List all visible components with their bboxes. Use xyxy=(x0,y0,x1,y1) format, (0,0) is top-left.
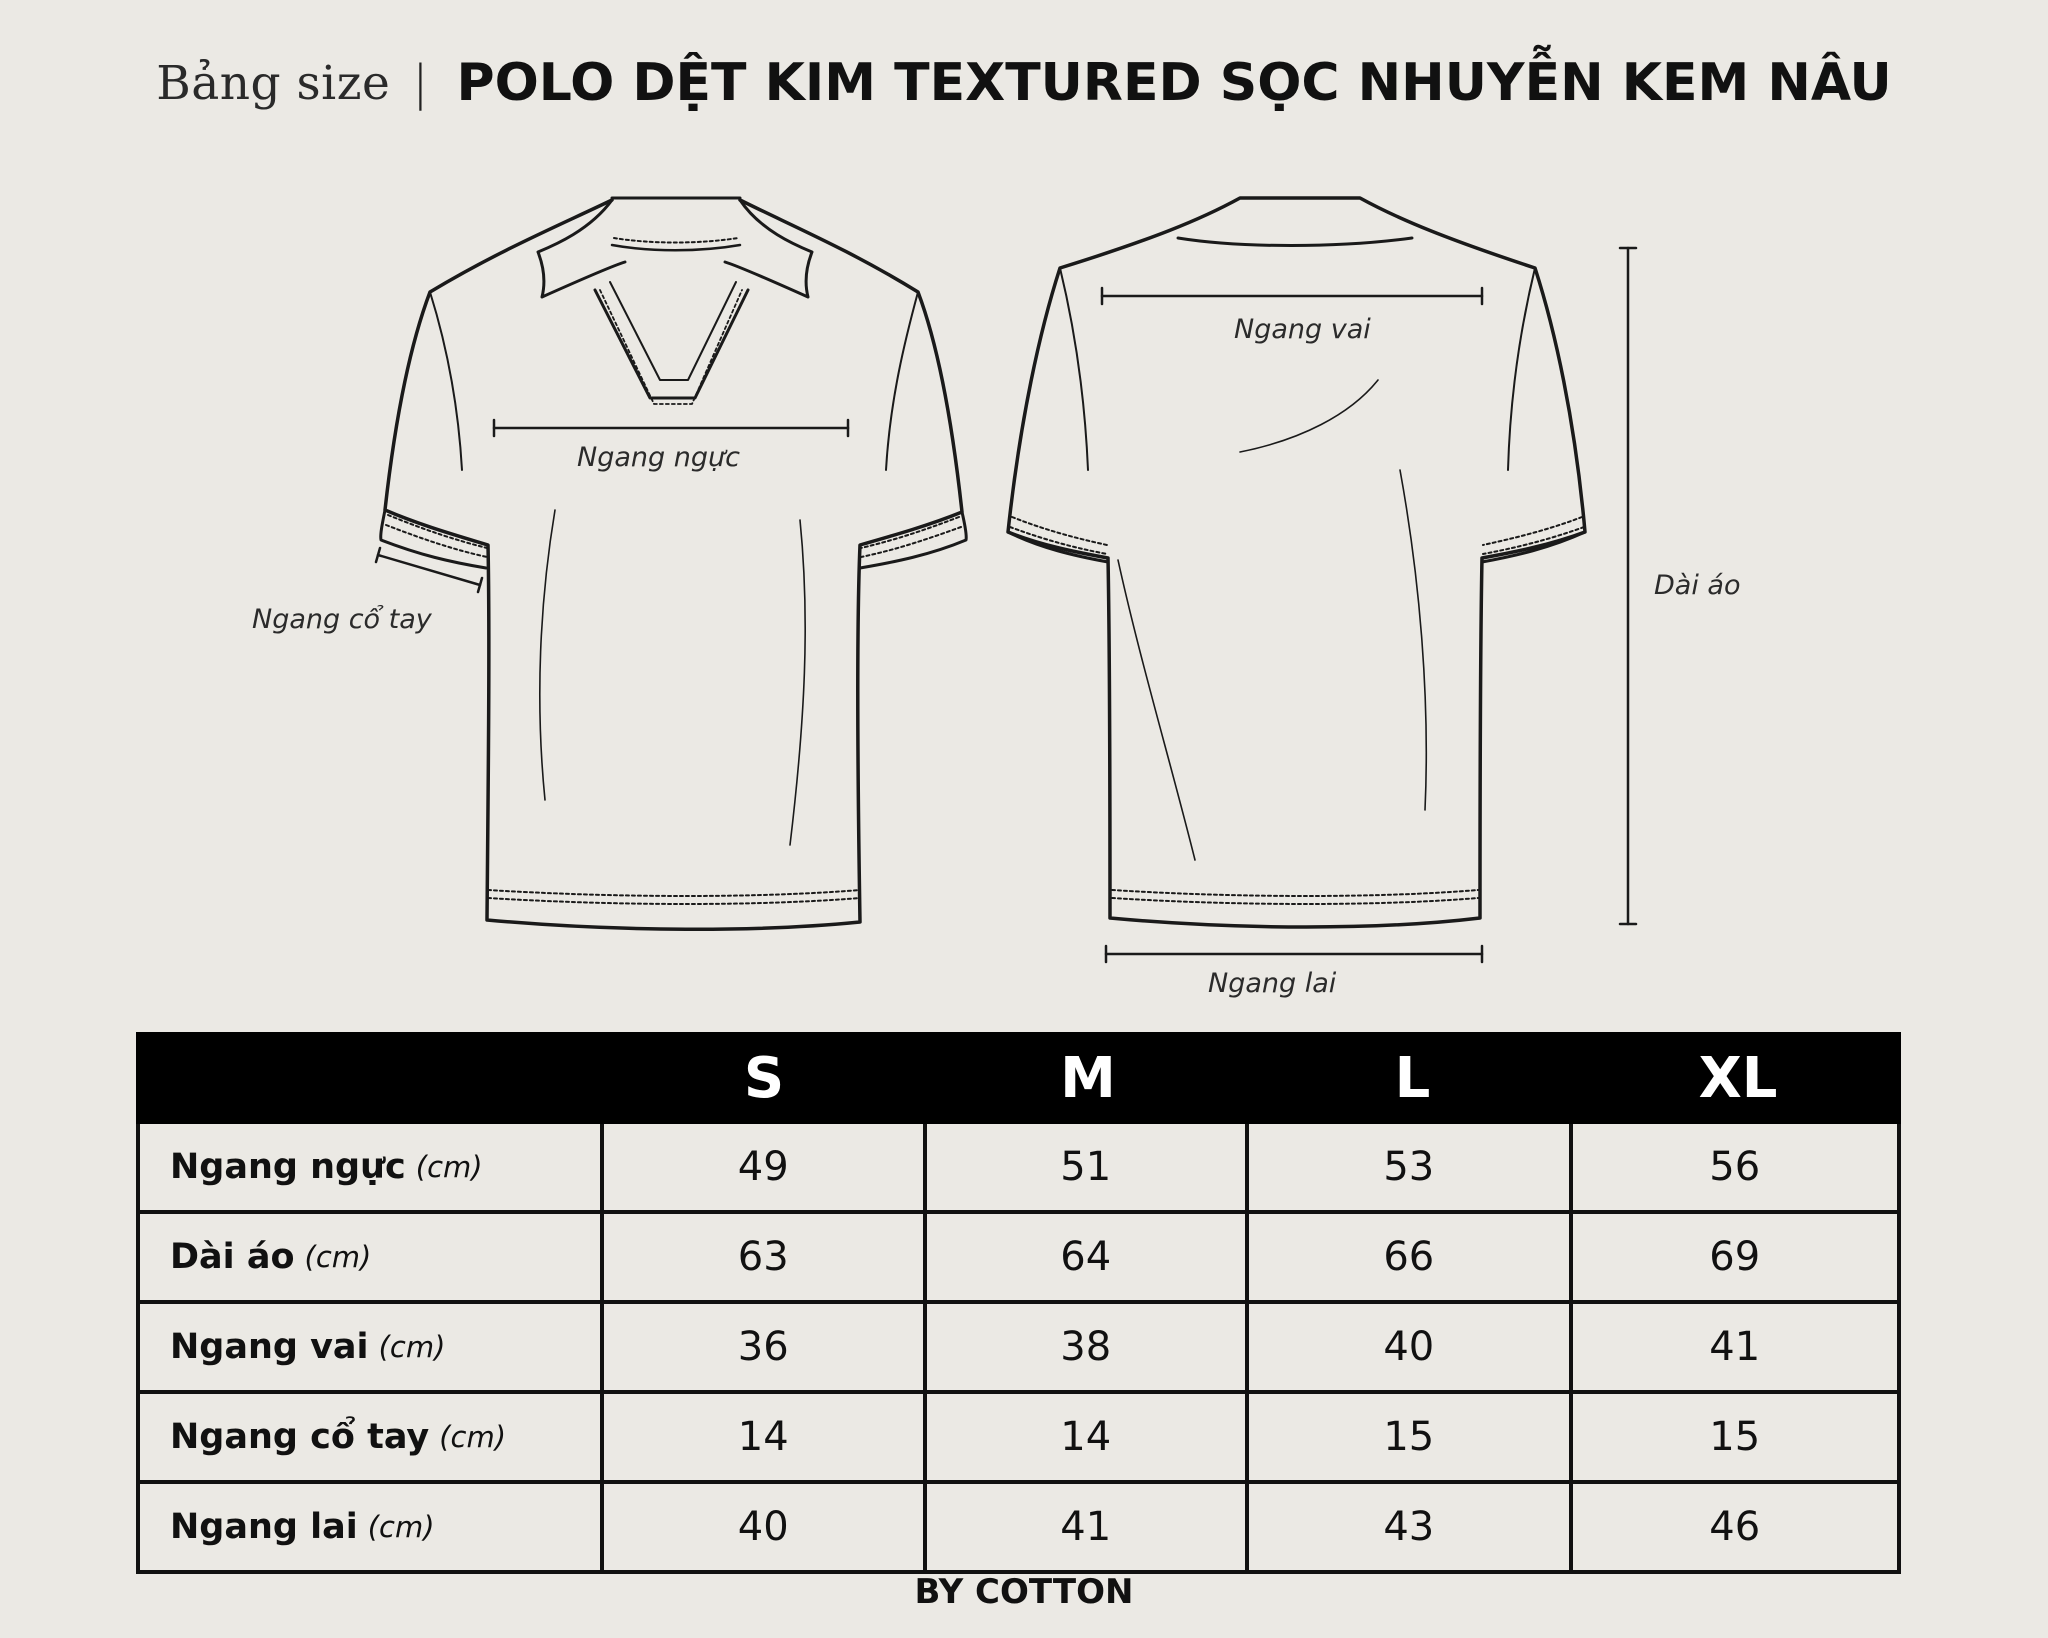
length-measure-line xyxy=(1620,248,1636,924)
table-cell: 43 xyxy=(1249,1484,1573,1570)
row-label-text: Ngang ngực xyxy=(170,1147,406,1187)
front-shirt-drawing xyxy=(381,198,967,929)
row-unit: (cm) xyxy=(378,1330,446,1364)
shoulder-measure-line xyxy=(1102,288,1482,304)
table-row xyxy=(136,1124,1901,1214)
table-cell: 46 xyxy=(1709,1504,1761,1550)
table-cell: 40 xyxy=(604,1484,927,1570)
table-cell: 69 xyxy=(1709,1234,1761,1280)
row-unit: (cm) xyxy=(415,1150,483,1184)
table-cell: 41 xyxy=(927,1484,1250,1570)
size-header-s: S xyxy=(743,1045,785,1111)
table-cell: 51 xyxy=(927,1124,1250,1210)
table-cell: 15 xyxy=(1249,1394,1573,1480)
table-cell: 15 xyxy=(1709,1414,1761,1460)
table-row xyxy=(136,1484,1901,1574)
table-cell: 56 xyxy=(1709,1144,1761,1190)
table-cell: 14 xyxy=(927,1394,1250,1480)
table-cell: 38 xyxy=(927,1304,1250,1390)
size-table-header xyxy=(136,1032,1901,1124)
table-cell: 66 xyxy=(1249,1214,1573,1300)
length-label: Dài áo xyxy=(1654,570,1741,601)
table-row xyxy=(136,1304,1901,1394)
row-label-text: Ngang cổ tay xyxy=(170,1417,430,1457)
table-cell: 40 xyxy=(1249,1304,1573,1390)
table-cell: 41 xyxy=(1709,1324,1761,1370)
row-unit: (cm) xyxy=(439,1420,507,1454)
row-label-text: Ngang lai xyxy=(170,1507,358,1547)
cuff-label: Ngang cổ tay xyxy=(252,604,432,635)
header-empty-cell xyxy=(136,1032,602,1124)
table-cell: 36 xyxy=(604,1304,927,1390)
hem-measure-line xyxy=(1106,946,1482,962)
header-separator: | xyxy=(412,55,429,111)
table-cell: 14 xyxy=(604,1394,927,1480)
table-row xyxy=(136,1394,1901,1484)
size-table xyxy=(136,1032,1901,1574)
row-unit: (cm) xyxy=(304,1240,372,1274)
table-cell: 64 xyxy=(927,1214,1250,1300)
table-row xyxy=(136,1214,1901,1304)
row-label-text: Ngang vai xyxy=(170,1327,369,1367)
shoulder-label: Ngang vai xyxy=(1234,314,1371,345)
row-label xyxy=(140,1214,604,1300)
back-shirt-drawing xyxy=(1008,198,1585,927)
size-header-xl: XL xyxy=(1698,1045,1778,1111)
row-label xyxy=(140,1484,604,1570)
row-unit: (cm) xyxy=(367,1510,435,1544)
hem-label: Ngang lai xyxy=(1208,968,1337,999)
header-pre-label: Bảng size xyxy=(156,55,391,111)
table-cell: 63 xyxy=(604,1214,927,1300)
row-label xyxy=(140,1394,604,1480)
chest-label: Ngang ngực xyxy=(577,442,740,473)
table-cell: 49 xyxy=(604,1124,927,1210)
size-header-l: L xyxy=(1394,1045,1431,1111)
table-cell: 53 xyxy=(1249,1124,1573,1210)
row-label-text: Dài áo xyxy=(170,1237,295,1277)
size-header-m: M xyxy=(1060,1045,1116,1111)
row-label xyxy=(140,1304,604,1390)
brand-footer: BY COTTON xyxy=(914,1572,1134,1612)
page-title: POLO DỆT KIM TEXTURED SỌC NHUYỄN KEM NÂU xyxy=(456,53,1892,113)
chest-measure-line xyxy=(494,420,848,436)
row-label xyxy=(140,1124,604,1210)
